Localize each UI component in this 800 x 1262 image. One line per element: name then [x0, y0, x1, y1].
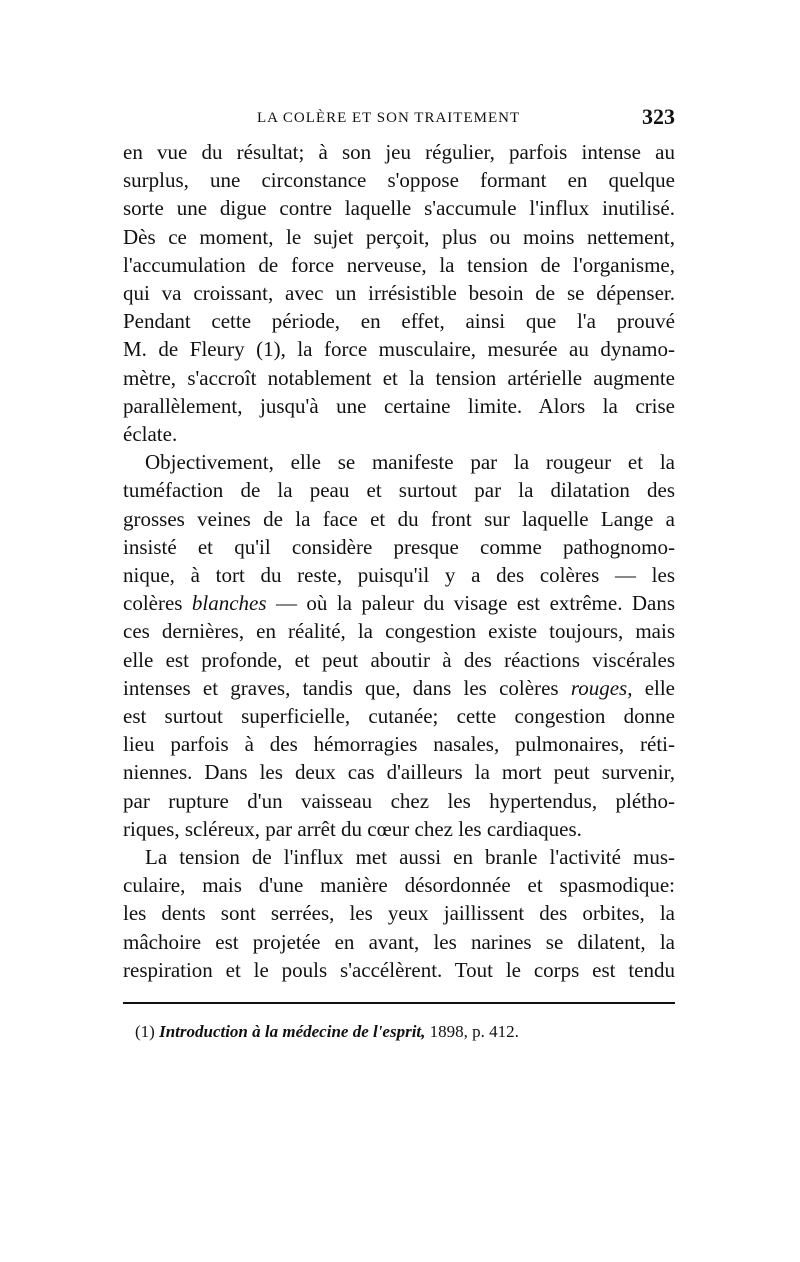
body-text — [123, 138, 675, 984]
text-line: nique, à tort du reste, puisqu'il y a des colères — les — [123, 563, 675, 588]
text-line: elle est profonde, et peut aboutir à des réactions viscérales — [123, 647, 675, 672]
running-head — [123, 104, 675, 134]
text-line: sorte une digue contre laquelle s'accumule l'influx inutilisé. — [123, 196, 675, 221]
text-line: mètre, s'accroît notablement et la tension artérielle augmente — [123, 365, 675, 390]
text-line: Dès ce moment, le sujet perçoit, plus ou moins nettement, — [123, 224, 675, 249]
text-line: culaire, mais d'une manière désordonnée et spasmodique: — [123, 873, 675, 898]
footnote-title: Introduction à la médecine de l'esprit, — [159, 1022, 426, 1042]
text-line: niennes. Dans les deux cas d'ailleurs la mort peut survenir, — [123, 760, 675, 785]
text-fragment: colères — [123, 591, 183, 616]
text-line: mâchoire est projetée en avant, les narines se dilatent, la — [123, 929, 675, 954]
page-number: 323 — [642, 104, 675, 129]
text-line: les dents sont serrées, les yeux jaillissent des orbites, la — [123, 901, 675, 926]
text-fragment: — où la paleur du visage est extrême. Dans — [276, 591, 676, 616]
text-line-with-italic — [123, 589, 675, 617]
text-line: lieu parfois à des hémorragies nasales, pulmonaires, réti- — [123, 732, 675, 757]
text-fragment: intenses et graves, tandis que, dans les colères — [123, 675, 559, 700]
text-line: insisté et qu'il considère presque comme pathognomo- — [123, 534, 675, 559]
text-line: grosses veines de la face et du front sur laquelle Lange a — [123, 506, 675, 531]
footnote-reference: 1898, p. 412. — [429, 1022, 519, 1042]
text-line-with-italic — [123, 674, 675, 702]
running-title: LA COLÈRE ET SON TRAITEMENT — [257, 110, 521, 126]
footnote-marker: (1) — [135, 1022, 155, 1042]
italic-word-blanches: blanches — [191, 591, 267, 616]
text-line: l'accumulation de force nerveuse, la tension de l'organisme, — [123, 252, 675, 277]
text-line: qui va croissant, avec un irrésistible besoin de se dépenser. — [123, 281, 675, 306]
text-line: est surtout superficielle, cutanée; cette congestion donne — [123, 704, 675, 729]
text-line: éclate. — [123, 422, 178, 447]
text-line: tuméfaction de la peau et surtout par la dilatation des — [123, 478, 675, 503]
text-line: Objectivement, elle se manifeste par la rougeur et la — [145, 450, 675, 475]
text-line: Pendant cette période, en effet, ainsi que l'a prouvé — [123, 309, 675, 334]
footnote-rule — [123, 1002, 675, 1004]
book-page — [123, 104, 675, 1042]
text-line: riques, scléreux, par arrêt du cœur chez les cardiaques. — [123, 816, 582, 841]
text-fragment: , elle — [627, 675, 676, 700]
text-line: La tension de l'influx met aussi en branle l'activité mus- — [145, 845, 675, 870]
text-line: respiration et le pouls s'accélèrent. Tout le corps est tendu — [123, 957, 675, 982]
text-line: M. de Fleury (1), la force musculaire, mesurée au dynamo- — [123, 337, 675, 362]
text-line: surplus, une circonstance s'oppose formant en quelque — [123, 168, 675, 193]
text-line: ces dernières, en réalité, la congestion existe toujours, mais — [123, 619, 675, 644]
footnote — [123, 1022, 675, 1042]
italic-word-rouges: rouges — [570, 675, 628, 700]
text-line: en vue du résultat; à son jeu régulier, parfois intense au — [123, 140, 675, 164]
text-line: par rupture d'un vaisseau chez les hypertendus, plétho- — [123, 788, 675, 813]
text-line: parallèlement, jusqu'à une certaine limite. Alors la crise — [123, 393, 675, 418]
